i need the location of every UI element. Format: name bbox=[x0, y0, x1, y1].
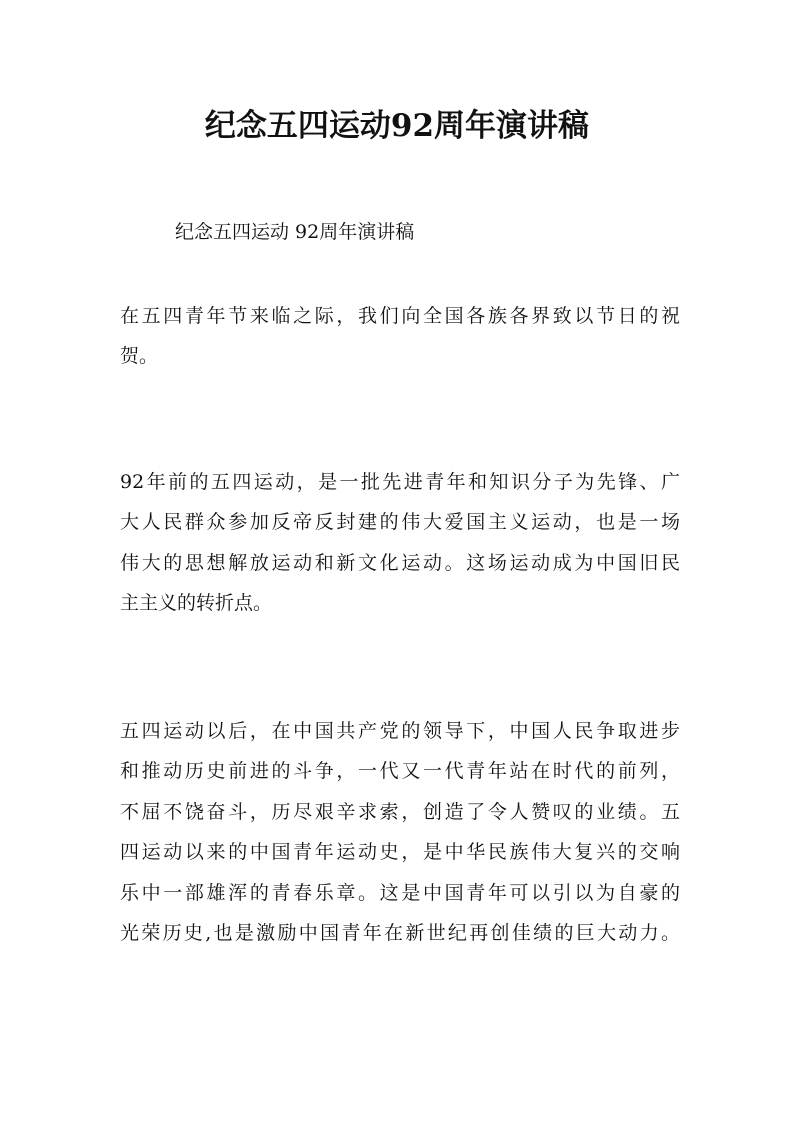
paragraph-1-line-2: 贺。 bbox=[120, 345, 159, 367]
paragraph-3-line-6: 光荣历史,也是激励中国青年在新世纪再创佳绩的巨大动力。 bbox=[120, 922, 680, 944]
paragraph-3-line-5: 乐中一部雄浑的青春乐章。这是中国青年可以引以为自豪的 bbox=[120, 882, 680, 904]
paragraph-2-line-3: 伟大的思想解放运动和新文化运动。这场运动成为中国旧民 bbox=[120, 552, 680, 574]
document-title: 纪念五四运动92周年演讲稿 bbox=[204, 108, 590, 144]
paragraph-1-line-1: 在五四青年节来临之际，我们向全国各族各界致以节日的祝 bbox=[120, 305, 680, 327]
paragraph-2-line-4: 主主义的转折点。 bbox=[120, 592, 273, 614]
paragraph-2-line-1: 92年前的五四运动，是一批先进青年和知识分子为先锋、广 bbox=[120, 471, 680, 493]
paragraph-3-line-1: 五四运动以后，在中国共产党的领导下，中国人民争取进步 bbox=[120, 720, 680, 742]
paragraph-3-line-4: 四运动以来的中国青年运动史，是中华民族伟大复兴的交响 bbox=[120, 841, 680, 863]
paragraph-3-line-3: 不屈不饶奋斗，历尽艰辛求索，创造了令人赞叹的业绩。五 bbox=[120, 801, 680, 823]
paragraph-2-line-2: 大人民群众参加反帝反封建的伟大爱国主义运动，也是一场 bbox=[120, 511, 680, 533]
paragraph-3-line-2: 和推动历史前进的斗争，一代又一代青年站在时代的前列， bbox=[120, 760, 680, 782]
document-subtitle: 纪念五四运动 92周年演讲稿 bbox=[175, 221, 415, 243]
